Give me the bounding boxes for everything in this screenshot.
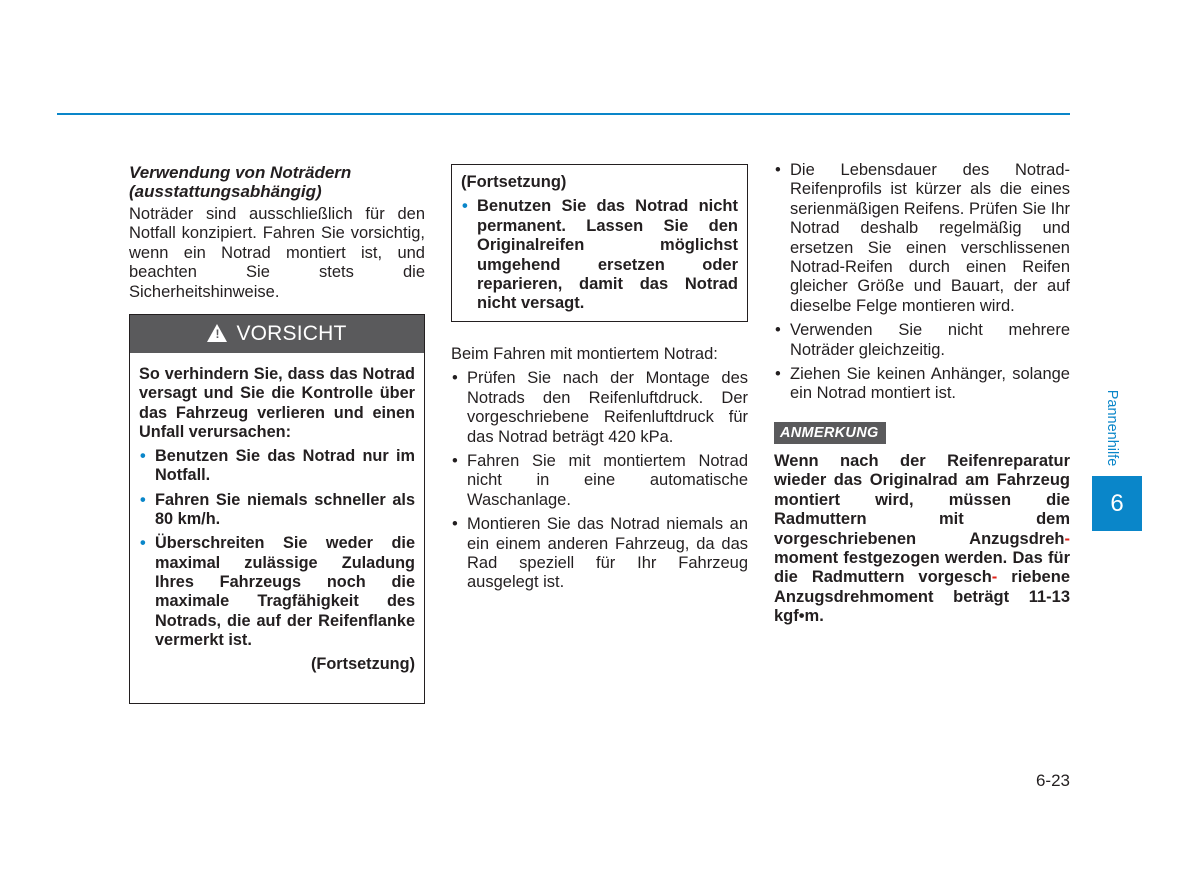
warning-lead: So verhindern Sie, dass das Notrad versagt und Sie die Kontrolle über das Fahrzeug verlieren und einen Unfall verursachen: [139,365,415,441]
warning-box [129,314,425,704]
warning-header [130,315,424,353]
warning-item: • Fahren Sie niemals schneller als 80 km/h. [139,491,415,530]
warning-item: • Benutzen Sie das Notrad nur im Notfall. [139,447,415,486]
chapter-tab-text: Pannenhilfe [1104,389,1120,467]
note-label: ANMERKUNG [774,422,886,444]
note-text [774,452,1070,627]
tips-item: • Verwenden Sie nicht mehrere Noträder gleichzeitig. [774,321,1070,360]
note-hyphen: - [991,568,998,587]
intro-paragraph: Noträder sind ausschließlich für den Notfall konzipiert. Fahren Sie vorsichtig, wenn ein Notrad montiert ist, und beachten Sie stets die Sicherheitshinweise. [129,205,425,301]
warning-triangle-icon: ! [207,324,227,342]
column-2 [451,345,748,593]
warning-title: VORSICHT [236,322,347,345]
driving-lead: Beim Fahren mit montiertem Notrad: [451,345,718,363]
note-text-part-3: riebene Anzugsdrehmoment beträgt 11-13 kgf•m. [774,568,1070,626]
driving-item: • Fahren Sie mit montiertem Notrad nicht in eine automatische Waschanlage. [451,452,748,510]
section-heading-line-2: (ausstattungsabhängig) [129,182,322,201]
note-hyphen: - [1064,529,1070,548]
note-text-part-2: moment festgezogen werden. Das für die Radmuttern vorgesch [774,548,1070,587]
tips-item: • Ziehen Sie keinen Anhänger, solange ein Notrad montiert ist. [774,365,1070,404]
page-number: 6-23 [1035,771,1070,790]
chapter-tab-label [1100,382,1124,474]
continuation-box-list [461,197,738,313]
chapter-number: 6 [1092,476,1142,531]
continuation-box-heading: (Fortsetzung) [461,173,567,191]
section-heading [129,163,425,201]
driving-list [451,369,748,592]
note-text-part-1: Wenn nach der Reifenreparatur wieder das Originalrad am Fahrzeug montiert wird, müssen die Radmuttern mit dem vorgeschriebenen Anzugsdreh [774,451,1070,548]
warning-item: • Überschreiten Sie weder die maximal zulässige Zuladung Ihres Fahrzeugs noch die maximale Tragfähigkeit des Notrads, die auf der Reifenflanke vermerkt ist. [139,534,415,650]
driving-item: • Montieren Sie das Notrad niemals an ein einem anderen Fahrzeug, da das Rad speziell für Ihr Fahrzeug ausgelegt ist. [451,515,748,593]
warning-body [130,353,424,674]
continuation-box [451,164,748,322]
tips-item: • Die Lebensdauer des Notrad-Reifenprofils ist kürzer als die eines serienmäßigen Reifens. Prüfen Sie Ihr Notrad deshalb regelmäßig und ersetzen Sie einen verschlissenen Notrad-Reifen durch einen Reifen gleicher Größe und Bauart, der auf dieselbe Felge montieren wird. [774,161,1070,316]
column-3 [774,161,1070,627]
top-rule [57,113,1070,115]
note-label-wrap [774,422,1070,444]
continued-label: (Fortsetzung) [311,655,415,674]
tips-list [774,161,1070,404]
column-1 [129,163,425,302]
driving-item: • Prüfen Sie nach der Montage des Notrads den Reifenluftdruck. Der vorgeschriebene Reifenluftdruck für das Notrad beträgt 420 kPa. [451,369,748,447]
warning-list [139,447,415,650]
section-heading-line-1: Verwendung von Noträdern [129,163,352,182]
continuation-box-item: • Benutzen Sie das Notrad nicht permanent. Lassen Sie den Originalreifen möglichst umgehend ersetzen oder reparieren, damit das Notrad nicht versagt. [461,197,738,313]
